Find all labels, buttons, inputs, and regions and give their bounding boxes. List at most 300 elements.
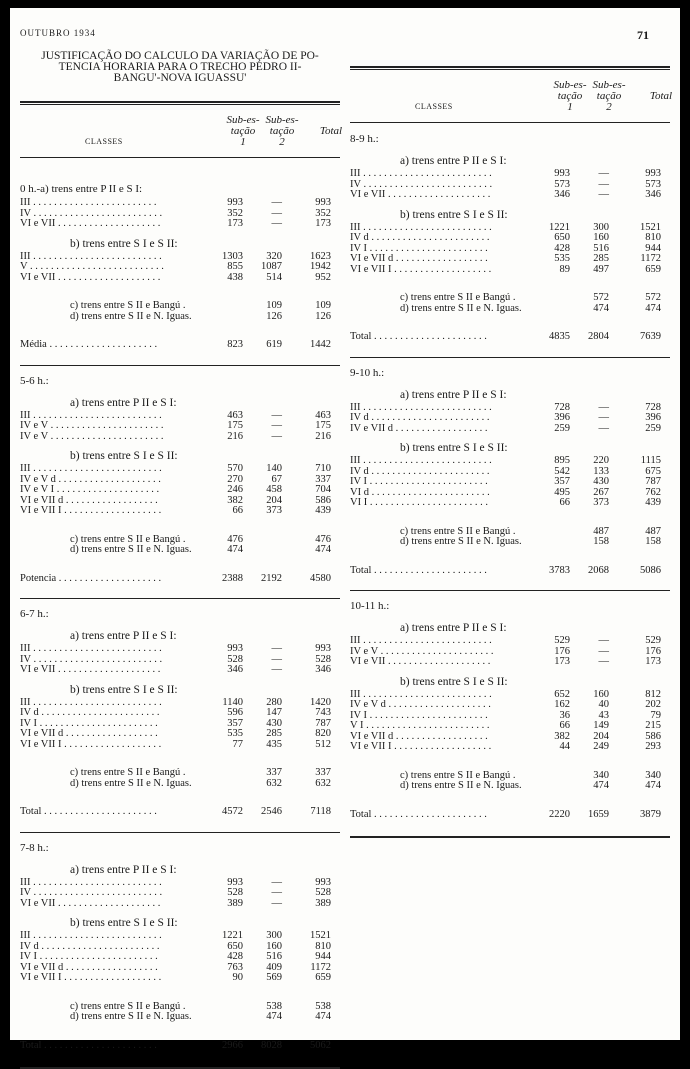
sub2-value: 140 bbox=[266, 463, 282, 474]
sub2-value: 1087 bbox=[261, 261, 282, 272]
sub1-value: 66 bbox=[232, 505, 243, 516]
row-label: III . . . . . . . . . . . . . . . . . . . . . . . . . bbox=[20, 409, 162, 421]
sub2-value: — bbox=[598, 401, 609, 413]
row-label: VI e VII I . . . . . . . . . . . . . . . . . . . bbox=[350, 741, 492, 752]
total-value: 810 bbox=[315, 940, 331, 952]
title-line: TENCIA HORARIA PARA O TRECHO PEDRO II- bbox=[58, 61, 302, 73]
row-label: VI d . . . . . . . . . . . . . . . . . . . . . . . bbox=[350, 486, 490, 498]
sub2-value: 40 bbox=[598, 699, 609, 710]
section-title: 7-8 h.: bbox=[20, 841, 49, 854]
table-row bbox=[20, 878, 340, 888]
row-label: III . . . . . . . . . . . . . . . . . . . . . . . . . bbox=[350, 168, 492, 179]
sub2-value: 267 bbox=[593, 486, 609, 498]
total-value: 474 bbox=[645, 302, 661, 314]
sub1-value: 650 bbox=[554, 232, 570, 243]
sub1-value: 428 bbox=[554, 242, 570, 254]
table-row bbox=[20, 209, 340, 219]
sub1-value: 2220 bbox=[549, 808, 570, 820]
total-value: 993 bbox=[645, 168, 661, 179]
total-value: 3879 bbox=[640, 808, 661, 820]
row-label: IV d . . . . . . . . . . . . . . . . . . . . . . . bbox=[20, 940, 160, 952]
table-row bbox=[20, 312, 340, 322]
sub1-value: 993 bbox=[227, 643, 243, 654]
row-label: III . . . . . . . . . . . . . . . . . . . . . . . . . bbox=[20, 463, 162, 474]
table-row bbox=[20, 475, 340, 485]
total-value: 216 bbox=[315, 430, 331, 442]
table-row bbox=[20, 301, 340, 311]
total-value: 572 bbox=[645, 292, 661, 303]
total-value: 1521 bbox=[310, 930, 331, 941]
sub1-value: 357 bbox=[227, 717, 243, 729]
total-value: 944 bbox=[315, 951, 331, 962]
sub1-value: 173 bbox=[227, 218, 243, 229]
total-value: 346 bbox=[645, 189, 661, 200]
sub2-value: 538 bbox=[266, 1000, 282, 1012]
sub2-value: — bbox=[598, 635, 609, 646]
total-value: 79 bbox=[650, 709, 661, 721]
row-label: d) trens entre S II e N. Iguas. bbox=[70, 310, 192, 322]
row-label: c) trens entre S II e Bangú . bbox=[70, 533, 186, 545]
sub2-value: — bbox=[598, 168, 609, 179]
sub2-value: 204 bbox=[266, 494, 282, 506]
sub1-value: 246 bbox=[227, 484, 243, 495]
sub2-value: — bbox=[271, 653, 282, 665]
total-value: 1623 bbox=[310, 250, 331, 262]
row-label: VI e VII I . . . . . . . . . . . . . . . . . . . bbox=[20, 505, 162, 516]
sub1-value: 89 bbox=[559, 263, 570, 275]
row-label: IV d . . . . . . . . . . . . . . . . . . . . . . . bbox=[350, 465, 490, 477]
sub1-value: 1303 bbox=[222, 250, 243, 262]
sub2-value: — bbox=[598, 189, 609, 200]
sub2-value: 435 bbox=[266, 738, 282, 750]
total-value: 993 bbox=[315, 643, 331, 654]
sub2-value: 497 bbox=[593, 263, 609, 275]
sub2-value: — bbox=[598, 645, 609, 657]
table-row bbox=[350, 180, 670, 190]
sub2-value: 373 bbox=[593, 497, 609, 508]
table-row bbox=[350, 742, 670, 752]
table-row bbox=[20, 644, 340, 654]
sub2-value: 474 bbox=[593, 780, 609, 791]
column-header-classes: CLASSES bbox=[85, 137, 123, 146]
running-header: OUTUBRO 1934 bbox=[20, 28, 96, 38]
total-value: 346 bbox=[315, 664, 331, 675]
total-value: 5062 bbox=[310, 1039, 331, 1051]
table-row bbox=[350, 332, 670, 342]
table-row bbox=[20, 698, 340, 708]
row-label: III . . . . . . . . . . . . . . . . . . . . . . . . . bbox=[20, 643, 162, 654]
row-label: Potencia . . . . . . . . . . . . . . . . . . . . bbox=[20, 572, 162, 584]
sub2-value: 126 bbox=[266, 310, 282, 322]
sub1-value: 823 bbox=[227, 339, 243, 350]
sub2-value: — bbox=[271, 409, 282, 421]
total-value: 337 bbox=[315, 473, 331, 485]
header-rule bbox=[20, 101, 340, 103]
row-label: IV e VII d . . . . . . . . . . . . . . . . . . bbox=[350, 422, 488, 434]
row-label: VI e VII . . . . . . . . . . . . . . . . . . . . bbox=[20, 271, 161, 283]
row-label: III . . . . . . . . . . . . . . . . . . . . . . . . . bbox=[350, 688, 492, 700]
table-row bbox=[20, 574, 340, 584]
sub1-value: 382 bbox=[554, 730, 570, 742]
table-row bbox=[350, 657, 670, 667]
sub1-value: 535 bbox=[227, 728, 243, 739]
row-label: c) trens entre S II e Bangú . bbox=[400, 525, 516, 537]
total-value: 944 bbox=[645, 242, 661, 254]
total-value: 632 bbox=[315, 777, 331, 789]
total-value: 993 bbox=[315, 197, 331, 208]
column-header-sub2 bbox=[260, 115, 304, 148]
group-label: a) trens entre P II e S I: bbox=[400, 388, 507, 401]
total-value: 352 bbox=[315, 207, 331, 219]
row-label: III . . . . . . . . . . . . . . . . . . . . . . . . . bbox=[20, 876, 162, 888]
table-row bbox=[20, 942, 340, 952]
row-label: IV e V . . . . . . . . . . . . . . . . . . . . . . bbox=[350, 645, 494, 657]
sub1-value: 650 bbox=[227, 940, 243, 952]
column-header-total: Total bbox=[319, 125, 343, 137]
table-row bbox=[20, 665, 340, 675]
page-number: 71 bbox=[637, 28, 649, 42]
total-value: 538 bbox=[315, 1000, 331, 1012]
row-label: Total . . . . . . . . . . . . . . . . . . . . . . bbox=[350, 331, 487, 342]
sub2-value: 109 bbox=[266, 300, 282, 311]
table-row bbox=[350, 781, 670, 791]
sub1-value: 895 bbox=[554, 455, 570, 466]
total-value: 528 bbox=[315, 887, 331, 898]
sub2-value: 572 bbox=[593, 292, 609, 303]
header-line: Sub-es- bbox=[592, 79, 626, 91]
row-label: IV d . . . . . . . . . . . . . . . . . . . . . . . bbox=[350, 412, 490, 423]
sub1-value: 3783 bbox=[549, 564, 570, 576]
header-rule bbox=[20, 157, 340, 158]
sub1-value: 570 bbox=[227, 463, 243, 474]
section-title: 5-6 h.: bbox=[20, 374, 49, 387]
table-row bbox=[20, 779, 340, 789]
total-value: 820 bbox=[315, 728, 331, 739]
sub2-value: 632 bbox=[266, 777, 282, 789]
table-row bbox=[20, 655, 340, 665]
sub1-value: 66 bbox=[559, 720, 570, 731]
total-value: 762 bbox=[645, 486, 661, 498]
table-row bbox=[20, 432, 340, 442]
table-row bbox=[20, 496, 340, 506]
total-value: 1420 bbox=[310, 696, 331, 708]
document-page bbox=[10, 8, 680, 1051]
table-row bbox=[20, 729, 340, 739]
table-row bbox=[20, 888, 340, 898]
sub2-value: 43 bbox=[598, 709, 609, 721]
sub2-value: 619 bbox=[266, 339, 282, 350]
group-label: b) trens entre S I e S II: bbox=[400, 208, 508, 221]
total-value: 439 bbox=[315, 505, 331, 516]
sub1-value: 173 bbox=[554, 656, 570, 667]
row-label: VI e VII . . . . . . . . . . . . . . . . . . . . bbox=[20, 897, 161, 909]
group-label: b) trens entre S I e S II: bbox=[400, 675, 508, 688]
sub2-value: — bbox=[598, 656, 609, 667]
section-rule bbox=[350, 357, 670, 358]
table-row bbox=[350, 169, 670, 179]
table-row bbox=[350, 566, 670, 576]
total-value: 340 bbox=[645, 769, 661, 781]
sub1-value: 1140 bbox=[222, 696, 243, 708]
total-value: 1942 bbox=[310, 261, 331, 272]
row-label: IV d . . . . . . . . . . . . . . . . . . . . . . . bbox=[20, 707, 160, 718]
sub2-value: — bbox=[271, 197, 282, 208]
total-value: 586 bbox=[645, 730, 661, 742]
sub1-value: 528 bbox=[227, 887, 243, 898]
header-rule bbox=[20, 104, 340, 105]
table-row bbox=[20, 963, 340, 973]
sub1-value: 382 bbox=[227, 494, 243, 506]
sub1-value: 495 bbox=[554, 486, 570, 498]
sub2-value: — bbox=[271, 876, 282, 888]
sub2-value: — bbox=[271, 664, 282, 675]
group-label: a) trens entre P II e S I: bbox=[70, 630, 177, 642]
table-row bbox=[350, 403, 670, 413]
table-row bbox=[20, 931, 340, 941]
table-row bbox=[350, 498, 670, 508]
table-row bbox=[350, 636, 670, 646]
sub2-value: 8028 bbox=[261, 1039, 282, 1051]
total-value: 728 bbox=[645, 401, 661, 413]
sub1-value: 438 bbox=[227, 271, 243, 283]
document-title bbox=[25, 51, 335, 84]
row-label: IV e V d . . . . . . . . . . . . . . . . . . . . bbox=[20, 473, 161, 485]
table-row bbox=[20, 973, 340, 983]
row-label: VI e VII d . . . . . . . . . . . . . . . . . . bbox=[350, 253, 488, 264]
group-label: b) trens entre S I e S II: bbox=[70, 683, 178, 696]
group-label: b) trens entre S I e S II: bbox=[70, 237, 178, 250]
table-row bbox=[20, 198, 340, 208]
table-row bbox=[350, 477, 670, 487]
total-value: 1115 bbox=[640, 455, 661, 466]
total-value: 810 bbox=[645, 232, 661, 243]
sub1-value: 36 bbox=[559, 709, 570, 721]
total-value: 529 bbox=[645, 635, 661, 646]
sub2-value: 160 bbox=[593, 232, 609, 243]
header-rule bbox=[350, 66, 670, 68]
sub1-value: 259 bbox=[554, 422, 570, 434]
sub1-value: 2966 bbox=[222, 1039, 243, 1051]
table-row bbox=[350, 721, 670, 731]
sub1-value: 463 bbox=[227, 409, 243, 421]
row-label: VI e VII d . . . . . . . . . . . . . . . . . . bbox=[20, 728, 158, 739]
table-row bbox=[20, 768, 340, 778]
total-value: 439 bbox=[645, 497, 661, 508]
sub2-value: 487 bbox=[593, 525, 609, 537]
table-row bbox=[350, 771, 670, 781]
table-row bbox=[20, 1012, 340, 1022]
total-value: 743 bbox=[315, 707, 331, 718]
sub2-value: 280 bbox=[266, 696, 282, 708]
table-row bbox=[20, 899, 340, 909]
sub1-value: 542 bbox=[554, 465, 570, 477]
header-line: Sub-es- bbox=[226, 114, 260, 126]
sub1-value: 162 bbox=[554, 699, 570, 710]
row-label: VI e VII I . . . . . . . . . . . . . . . . . . . bbox=[350, 263, 492, 275]
sub2-value: 149 bbox=[593, 720, 609, 731]
header-line: 1 bbox=[240, 136, 246, 148]
row-label: III . . . . . . . . . . . . . . . . . . . . . . . . . bbox=[350, 401, 492, 413]
sub2-value: 516 bbox=[266, 951, 282, 962]
table-row bbox=[20, 708, 340, 718]
header-line: 2 bbox=[606, 101, 612, 113]
total-value: 337 bbox=[315, 767, 331, 778]
sub2-value: 373 bbox=[266, 505, 282, 516]
sub1-value: 1221 bbox=[549, 221, 570, 233]
table-row bbox=[350, 233, 670, 243]
column-header-sub1 bbox=[548, 80, 592, 113]
sub1-value: 993 bbox=[227, 197, 243, 208]
sub1-value: 175 bbox=[227, 420, 243, 431]
sub2-value: 300 bbox=[266, 930, 282, 941]
sub1-value: 216 bbox=[227, 430, 243, 442]
row-label: Total . . . . . . . . . . . . . . . . . . . . . . bbox=[350, 564, 487, 576]
table-row bbox=[350, 456, 670, 466]
sub2-value: — bbox=[598, 178, 609, 190]
row-label: Total . . . . . . . . . . . . . . . . . . . . . . bbox=[350, 808, 487, 820]
total-value: 175 bbox=[315, 420, 331, 431]
table-row bbox=[20, 485, 340, 495]
sub1-value: 476 bbox=[227, 533, 243, 545]
sub2-value: 516 bbox=[593, 242, 609, 254]
table-row bbox=[20, 252, 340, 262]
row-label: IV d . . . . . . . . . . . . . . . . . . . . . . . bbox=[350, 232, 490, 243]
sub1-value: 573 bbox=[554, 178, 570, 190]
sub2-value: — bbox=[271, 207, 282, 219]
table-row bbox=[20, 219, 340, 229]
row-label: VI e VII I . . . . . . . . . . . . . . . . . . . bbox=[20, 738, 162, 750]
header-line: tação bbox=[557, 90, 583, 102]
row-label: IV . . . . . . . . . . . . . . . . . . . . . . . . . bbox=[20, 653, 163, 665]
sub1-value: 389 bbox=[227, 897, 243, 909]
table-row bbox=[20, 464, 340, 474]
table-row bbox=[20, 1041, 340, 1051]
sub2-value: 337 bbox=[266, 767, 282, 778]
total-value: 126 bbox=[315, 310, 331, 322]
row-label: VI e VII d . . . . . . . . . . . . . . . . . . bbox=[350, 730, 488, 742]
sub2-value: — bbox=[271, 643, 282, 654]
row-label: Total . . . . . . . . . . . . . . . . . . . . . . bbox=[20, 806, 157, 817]
sub1-value: 474 bbox=[227, 544, 243, 555]
group-label: b) trens entre S I e S II: bbox=[70, 450, 178, 462]
section-title: 9-10 h.: bbox=[350, 366, 385, 379]
sub2-value: 2068 bbox=[588, 564, 609, 576]
table-row bbox=[350, 190, 670, 200]
table-row bbox=[350, 467, 670, 477]
table-row bbox=[350, 527, 670, 537]
total-value: 293 bbox=[645, 741, 661, 752]
row-label: VI e VII . . . . . . . . . . . . . . . . . . . . bbox=[350, 189, 491, 200]
sub1-value: 535 bbox=[554, 253, 570, 264]
row-label: IV . . . . . . . . . . . . . . . . . . . . . . . . . bbox=[20, 887, 163, 898]
sub2-value: 474 bbox=[266, 1011, 282, 1022]
sub1-value: 346 bbox=[554, 189, 570, 200]
row-label: c) trens entre S II e Bangú . bbox=[400, 292, 516, 303]
sub1-value: 270 bbox=[227, 473, 243, 485]
group-label: a) trens entre P II e S I: bbox=[400, 622, 507, 634]
title-line: JUSTIFICAÇÃO DO CALCULO DA VARIAÇÃO DE PO- bbox=[41, 50, 319, 62]
header-line: 2 bbox=[279, 136, 285, 148]
sub1-value: 357 bbox=[554, 476, 570, 487]
row-label: d) trens entre S II e N. Iguas. bbox=[400, 302, 522, 314]
section-rule bbox=[20, 598, 340, 599]
sub1-value: 763 bbox=[227, 961, 243, 973]
header-rule bbox=[350, 122, 670, 123]
column-header-sub2 bbox=[587, 80, 631, 113]
sub1-value: 2388 bbox=[222, 572, 243, 584]
sub1-value: 428 bbox=[227, 951, 243, 962]
group-label: b) trens entre S I e S II: bbox=[70, 917, 178, 929]
sub2-value: 160 bbox=[266, 940, 282, 952]
sub1-value: 396 bbox=[554, 412, 570, 423]
sub2-value: 158 bbox=[593, 536, 609, 547]
total-value: 173 bbox=[645, 656, 661, 667]
row-label: c) trens entre S II e Bangú . bbox=[70, 300, 186, 311]
sub2-value: 204 bbox=[593, 730, 609, 742]
sub2-value: 474 bbox=[593, 302, 609, 314]
sub2-value: 67 bbox=[271, 473, 282, 485]
table-row bbox=[20, 545, 340, 555]
sub2-value: 569 bbox=[266, 972, 282, 983]
total-value: 259 bbox=[645, 422, 661, 434]
total-value: 396 bbox=[645, 412, 661, 423]
row-label: III . . . . . . . . . . . . . . . . . . . . . . . . . bbox=[350, 221, 492, 233]
sub2-value: 430 bbox=[266, 717, 282, 729]
sub1-value: 77 bbox=[232, 738, 243, 750]
row-label: III . . . . . . . . . . . . . . . . . . . . . . . . . bbox=[20, 930, 162, 941]
sub1-value: 596 bbox=[227, 707, 243, 718]
sub1-value: 1221 bbox=[222, 930, 243, 941]
row-label: V I . . . . . . . . . . . . . . . . . . . . . . . . bbox=[350, 720, 490, 731]
row-label: III . . . . . . . . . . . . . . . . . . . . . . . . . bbox=[350, 635, 492, 646]
total-value: 474 bbox=[645, 780, 661, 791]
table-row bbox=[350, 304, 670, 314]
total-value: 787 bbox=[315, 717, 331, 729]
total-value: 812 bbox=[645, 688, 661, 700]
section-rule bbox=[20, 365, 340, 366]
total-value: 389 bbox=[315, 897, 331, 909]
sub2-value: — bbox=[598, 412, 609, 423]
header-line: tação bbox=[269, 125, 295, 137]
total-value: 710 bbox=[315, 463, 331, 474]
sub2-value: — bbox=[271, 420, 282, 431]
sub2-value: 147 bbox=[266, 707, 282, 718]
row-label: c) trens entre S II e Bangú . bbox=[400, 769, 516, 781]
table-row bbox=[20, 506, 340, 516]
row-label: VI e VII . . . . . . . . . . . . . . . . . . . . bbox=[350, 656, 491, 667]
table-row bbox=[20, 262, 340, 272]
sub2-value: 160 bbox=[593, 688, 609, 700]
sub2-value: — bbox=[271, 218, 282, 229]
table-row bbox=[350, 690, 670, 700]
table-row bbox=[350, 810, 670, 820]
sub1-value: 176 bbox=[554, 645, 570, 657]
table-row bbox=[350, 254, 670, 264]
sub1-value: 66 bbox=[559, 497, 570, 508]
total-value: 675 bbox=[645, 465, 661, 477]
section-title: 8-9 h.: bbox=[350, 133, 379, 145]
table-row bbox=[350, 265, 670, 275]
group-label: b) trens entre S I e S II: bbox=[400, 442, 508, 454]
row-label: d) trens entre S II e N. Iguas. bbox=[400, 536, 522, 547]
row-label: IV I . . . . . . . . . . . . . . . . . . . . . . . bbox=[350, 476, 488, 487]
table-row bbox=[20, 740, 340, 750]
header-line: 1 bbox=[567, 101, 573, 113]
row-label: IV I . . . . . . . . . . . . . . . . . . . . . . . bbox=[350, 242, 488, 254]
section-rule bbox=[350, 590, 670, 591]
row-label: IV e V I . . . . . . . . . . . . . . . . . . . . bbox=[20, 484, 160, 495]
total-value: 659 bbox=[315, 972, 331, 983]
